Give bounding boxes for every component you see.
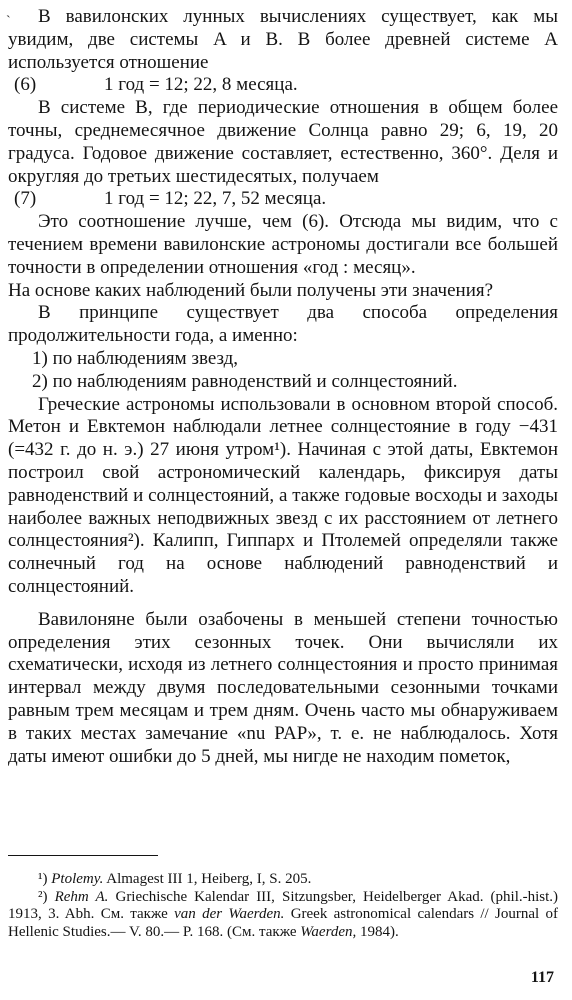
paragraph-6: Вавилоняне были озабочены в меньшей степени точностью определения этих сезонных точек. Они вычисляли их схематически, исходя из летнего солнцестояния и просто принимая интервал между двумя последовательными сезонными точками равным трем месяцам и трем дням. Очень часто мы обнаруживаем в таких местах замечание «nu PAP», т. е. не наблюдалось. Хотя даты имеют ошибки до 5 дней, мы нигде не находим пометок, [8,608,558,767]
paragraph-5: Греческие астрономы использовали в основном второй способ. Метон и Евктемон наблюдали летнее солнцестояние в году −431 (=432 г. до н. э.) 27 июня утром¹). Начиная с этой даты, Евктемон построил свой астрономический календарь, фиксируя даты равноденствий и солнцестояний, а также годовые восходы и заходы наиболее важных неподвижных звезд с их расстоянием от летнего солнцестояния²). Калипп, Гиппарх и Птолемей определяли также солнечный год на основе наблюдений равноденствий и солнцестояний. [8,393,558,597]
footnote-2-text-3: 1984). [360,923,399,940]
paragraph-1: В вавилонских лунных вычислениях существует, как мы увидим, две системы A и B. В более древней системе A используется отношение [8,6,558,73]
footnote-1-author: Ptolemy. [51,871,104,887]
paragraph-2: В системе B, где периодические отношения в общем более точны, среднемесячное движение Солнца равно 29; 6, 19, 20 градуса. Годовое движение составляет, естественно, 360°. Деля и округляя до третьих шестидесятых, получаем [8,97,558,187]
page-number: 117 [530,969,554,986]
footnote-2-text-1: Griechische Kalendar III, Sitzungsber, Heidelberger Akad. (phil.-hist.) 1913, 3. Abh. См. также [8,888,559,922]
paragraph-4: В принципе существует два способа определения продолжительности года, а именно: [8,302,558,347]
footnote-2 [8,889,558,942]
footnote-1 [8,871,558,889]
formula-7-text: 1 год = 12; 22, 7, 52 месяца. [104,188,327,210]
footnotes [8,871,558,941]
footnote-1-text: Almagest III 1, Heiberg, I, S. 205. [106,871,312,887]
formula-7 [8,188,558,211]
margin-mark: ˴ [6,8,11,23]
formula-7-label: (7) [14,188,37,210]
paragraph-3: Это соотношение лучше, чем (6). Отсюда мы видим, что с течением времени вавилонские астрономы достигали все большей точности в определении отношения «год : месяц». [8,211,558,278]
footnote-2-text-2: Greek astronomical calendars // Journal of Hellenic Studies.— V. 80.— P. 168. (См. также [8,906,559,940]
formula-6-text: 1 год = 12; 22, 8 месяца. [104,74,298,96]
footnote-1-mark: ¹) [38,871,48,887]
footnote-2-ref-2: Waerden, [300,923,357,940]
question: На основе каких наблюдений были получены эти значения? [8,279,494,301]
formula-6 [8,74,558,97]
footnote-rule [8,855,158,856]
formula-6-label: (6) [14,74,37,96]
list-item-2: 2) по наблюдениям равноденствий и солнцестояний. [32,370,458,392]
footnote-2-mark: ²) [38,888,48,905]
footnote-2-author: Rehm A. [54,888,109,905]
footnote-2-ref-1: van der Waerden. [174,906,285,922]
list-item-1: 1) по наблюдениям звезд, [32,347,239,369]
main-text [8,6,558,768]
